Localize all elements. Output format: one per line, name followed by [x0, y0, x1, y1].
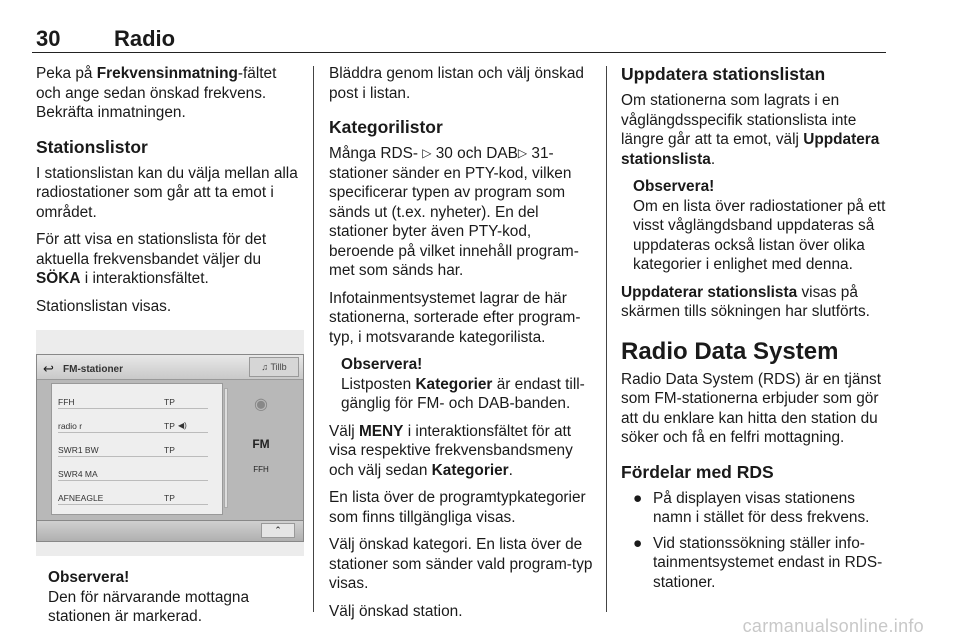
interaction-bar [37, 520, 303, 541]
scrollbar [224, 388, 228, 508]
text: i interaktionsfältet för att visa respektive frekvensbandsmeny och välj sedan [329, 422, 573, 479]
radio-icon: ◉ [254, 396, 268, 413]
paragraph: Välj önskad kategori. En lista över de stationer som sänder vald program-typ visas. [329, 536, 593, 592]
tab-label: Tillb [270, 362, 287, 372]
note-title: Observera! [633, 178, 715, 195]
column-2 [329, 64, 595, 629]
screen-title-bar [37, 355, 303, 380]
paragraph: Radio Data System (RDS) är en tjänst som FM-stationerna erbjuder som gör att du enklare kan hitta den station du söker och få en felfri mottagning. [621, 370, 882, 446]
tp-flag: TP [164, 493, 175, 503]
text: är endast till-gänglig för FM- och DAB-banden. [341, 375, 585, 412]
column-1 [36, 64, 304, 635]
text: i interaktionsfältet. [80, 270, 209, 287]
text: . [710, 150, 716, 168]
paragraph: I stationslistan kan du välja mellan alla radiostationer som går att ta emot i området. [36, 164, 298, 221]
paragraph [329, 144, 595, 281]
list-item [58, 484, 208, 505]
paragraph: Infotainmentsystemet lagrar de här stationerna, sorterade efter program-typ, i motsvarande kategorilista. [329, 289, 581, 346]
paragraph: En lista över de programtypkategorier som finns tillgängliga visas. [329, 489, 586, 526]
list-item [621, 534, 889, 593]
note-title: Observera! [341, 356, 423, 373]
paragraph: Stationslistan visas. [36, 297, 172, 315]
station-label: FFH [253, 465, 269, 474]
ui-term: Uppdatera stationslista [621, 131, 880, 168]
station-name: SWR4 MA [58, 469, 98, 479]
text: Listposten [341, 375, 416, 393]
ui-term: Kategorier [431, 461, 509, 479]
ui-term: Kategorier [415, 375, 493, 393]
note-text: Om en lista över radiostationer på ett visst våglängdsband uppdateras så uppdateras också listan över olika kategorier i enlighet med denna. [633, 197, 886, 273]
page-ref: 31 [531, 145, 549, 162]
paragraph [36, 230, 304, 289]
screen [36, 354, 304, 542]
station-list-screenshot [36, 330, 304, 556]
benefit-list [621, 489, 889, 593]
note-title: Observera! [48, 569, 130, 586]
tp-flag: TP [164, 445, 175, 455]
text: Peka på [36, 65, 97, 82]
list-item-text: På displayen visas stationens namn i stället för dess frekvens. [653, 489, 870, 526]
station-name: FFH [58, 397, 75, 407]
column-divider [313, 66, 314, 612]
page-section-title: Radio [114, 26, 176, 51]
tp-flag: TP [164, 421, 175, 431]
ui-term: MENY [358, 422, 404, 440]
heading-fordelar: Fördelar med RDS [621, 461, 774, 482]
paragraph [36, 64, 304, 123]
text: visas på skärmen tills sökningen har slutförts. [621, 283, 870, 320]
list-item [58, 460, 208, 481]
text: Välj [329, 422, 359, 440]
column-3 [621, 64, 889, 598]
bullet-icon: ● [633, 489, 643, 507]
watermark: carmanualsonline.info [742, 616, 924, 636]
chevron-up-icon: ⌃ [261, 523, 295, 538]
station-list [51, 383, 223, 515]
reference-arrow-icon: ▷ [422, 146, 432, 160]
heading-radio-data-system: Radio Data System [621, 337, 839, 365]
paragraph: Välj önskad station. [329, 602, 463, 620]
band-label: FM [252, 436, 270, 451]
bullet-icon: ● [633, 534, 643, 552]
note [341, 355, 595, 414]
list-item [58, 436, 208, 457]
ui-term: Frekvensinmatning [96, 65, 238, 82]
tp-flag: TP [164, 397, 175, 407]
note [633, 177, 889, 275]
text: . [508, 461, 513, 479]
station-name: radio r [58, 421, 83, 431]
text: och DAB [452, 145, 518, 162]
station-name: AFNEAGLE [58, 493, 104, 503]
screen-title: FM-stationer [63, 364, 123, 375]
page-number: 30 [36, 26, 61, 51]
speaker-icon: ◀) [178, 421, 187, 430]
station-name: SWR1 BW [58, 445, 99, 455]
list-item [58, 388, 208, 409]
header-rule [32, 52, 886, 53]
list-item-active [58, 412, 208, 433]
ui-term: SÖKA [36, 270, 81, 287]
text: Om stationerna som lagrats i en våglängdsspecifik stationslista inte längre går att ta emot, välj [621, 92, 857, 148]
paragraph: Bläddra genom listan och välj önskad post i listan. [329, 65, 584, 102]
list-item-text: Vid stationssökning ställer info-tainmentsystemet endast in RDS-stationer. [653, 534, 883, 591]
text: -fältet och ange sedan önskad frekvens. Bekräfta inmatningen. [36, 65, 277, 121]
heading-kategorilistor: Kategorilistor [329, 117, 443, 137]
back-tab [249, 357, 299, 377]
text: -stationer sänder en PTY-kod, vilken specificerar typen av program som sänds ut (t.ex. nyheter). En del stationer byter även PTY-kod, beroende på vilket innehåll program-met som sänds har. [329, 145, 579, 279]
note-text: Den för närvarande mottagna stationen är markerad. [48, 588, 250, 625]
list-item [621, 489, 889, 528]
ui-term: Uppdaterar stationslista [621, 283, 798, 301]
note [48, 568, 304, 627]
heading-stationslistor: Stationslistor [36, 136, 148, 157]
back-arrow-icon: ↩ [43, 361, 54, 376]
text: För att visa en stationslista för det aktuella frekvensbandet väljer du [36, 231, 267, 268]
heading-uppdatera: Uppdatera stationslistan [621, 64, 826, 84]
reference-arrow-icon: ▷ [517, 146, 528, 160]
music-note-icon: ♫ [261, 362, 271, 372]
page-ref: 30 [435, 145, 453, 162]
column-divider [606, 66, 607, 612]
paragraph [329, 422, 595, 481]
now-playing-panel [233, 395, 289, 480]
text: Många RDS- [329, 145, 423, 162]
paragraph [621, 283, 889, 322]
paragraph [621, 91, 889, 169]
